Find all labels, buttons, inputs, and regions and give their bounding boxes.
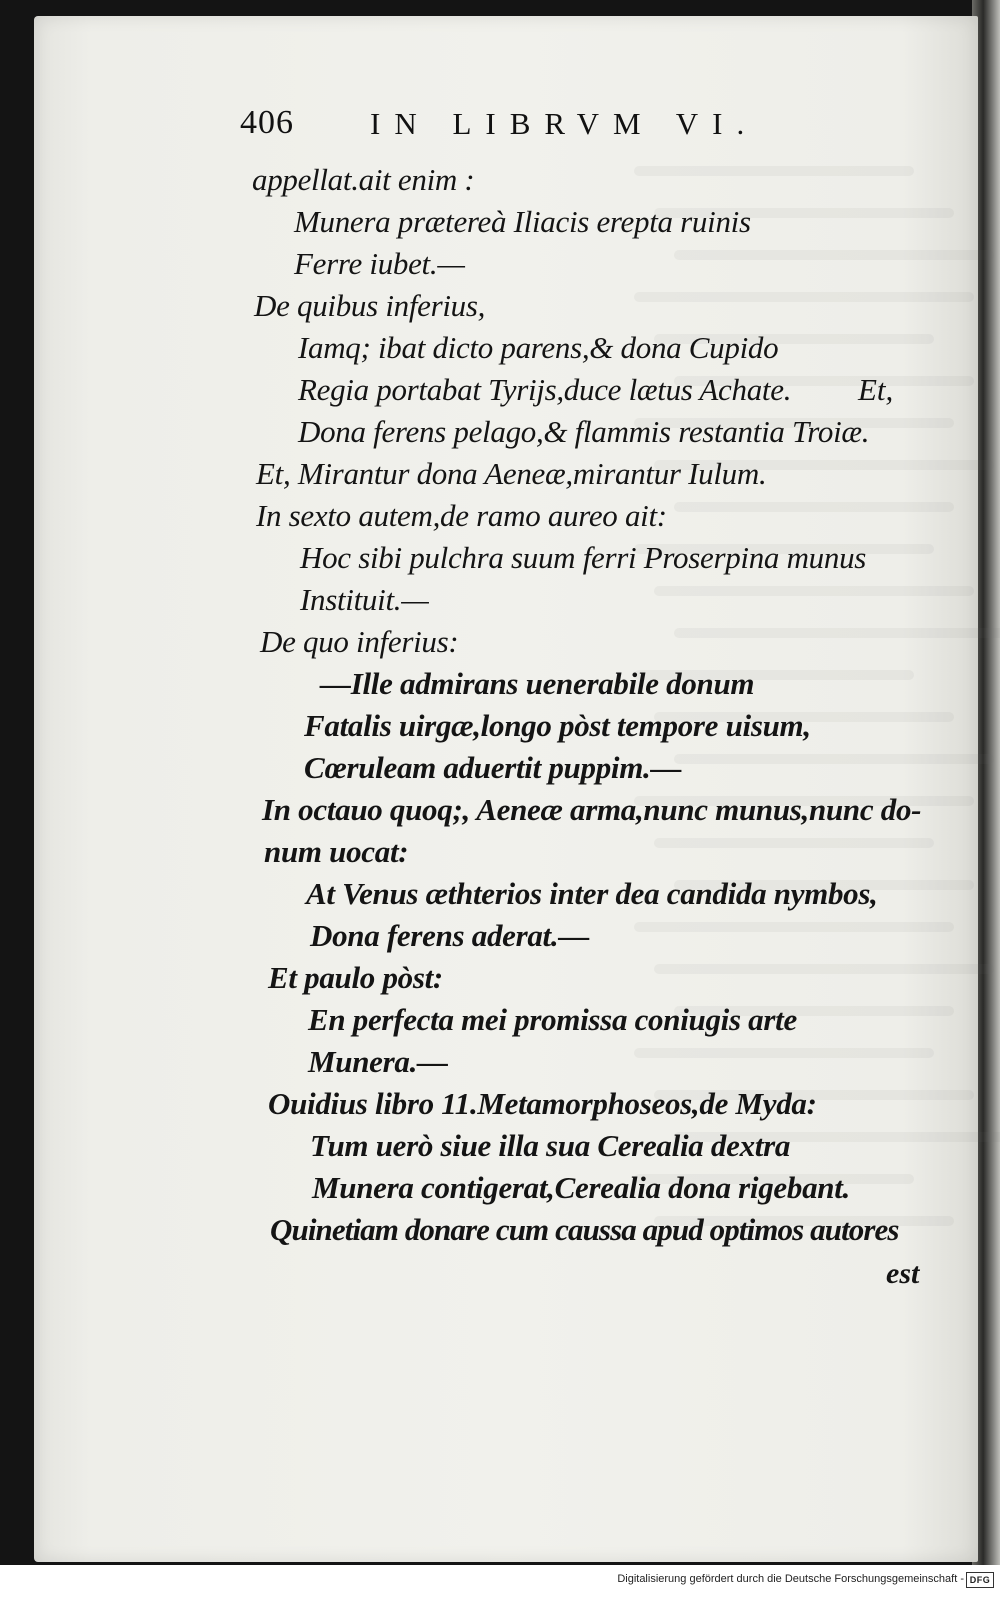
text-line: Iamq; ibat dicto parens,& dona Cupido (298, 330, 779, 365)
text-line: At Venus æthterios inter dea candida nymbos, (306, 876, 878, 911)
text-line: Instituit.— (300, 582, 429, 617)
text-line: Dona ferens aderat.— (310, 918, 590, 953)
text-line: Munera prætereà Iliacis erepta ruinis (294, 204, 751, 239)
text-line: Munera contigerat,Cerealia dona rigebant. (312, 1170, 850, 1205)
text-line: Munera.— (308, 1044, 448, 1079)
text-line: Regia portabat Tyrijs,duce lætus Achate. (298, 372, 792, 407)
dfg-logo-icon: DFG (966, 1572, 994, 1588)
text-line: En perfecta mei promissa coniugis arte (308, 1002, 797, 1037)
footer-credit: Digitalisierung gefördert durch die Deutsche Forschungsgemeinschaft - (617, 1573, 964, 1585)
running-head-title: IN LIBRVM VI. (370, 106, 759, 141)
text-line: Et paulo pòst: (268, 960, 443, 995)
book-page (34, 16, 978, 1562)
text-line: De quo inferius: (260, 624, 459, 659)
catchword: est (886, 1257, 920, 1290)
text-line: Fatalis uirgæ,longo pòst tempore uisum, (304, 708, 811, 743)
text-line: Et, Mirantur dona Aeneæ,mirantur Iulum. (256, 456, 767, 491)
text-line: Dona ferens pelago,& flammis restantia Troiæ. (298, 414, 870, 449)
text-line: Ouidius libro 11.Metamorphoseos,de Myda: (268, 1086, 817, 1121)
text-line: Cœruleam aduertit puppim.— (304, 750, 682, 785)
text-line: Hoc sibi pulchra suum ferri Proserpina munus (300, 540, 867, 575)
text-line: Quinetiam donare cum caussa apud optimos autores (270, 1212, 899, 1247)
running-head (240, 104, 830, 150)
text-line: appellat.ait enim : (252, 162, 475, 197)
text-line: num uocat: (264, 834, 409, 869)
text-line: De quibus inferius, (254, 288, 486, 323)
margin-word: Et, (858, 372, 894, 407)
text-line: Ferre iubet.— (294, 246, 465, 281)
footer-bar (0, 1565, 1000, 1599)
text-line: —Ille admirans uenerabile donum (320, 666, 755, 701)
text-line: In octauo quoq;, Aeneæ arma,nunc munus,nunc do- (262, 792, 922, 827)
text-line: In sexto autem,de ramo aureo ait: (256, 498, 667, 533)
text-line: Tum uerò siue illa sua Cerealia dextra (310, 1128, 791, 1163)
page-number: 406 (240, 104, 294, 141)
